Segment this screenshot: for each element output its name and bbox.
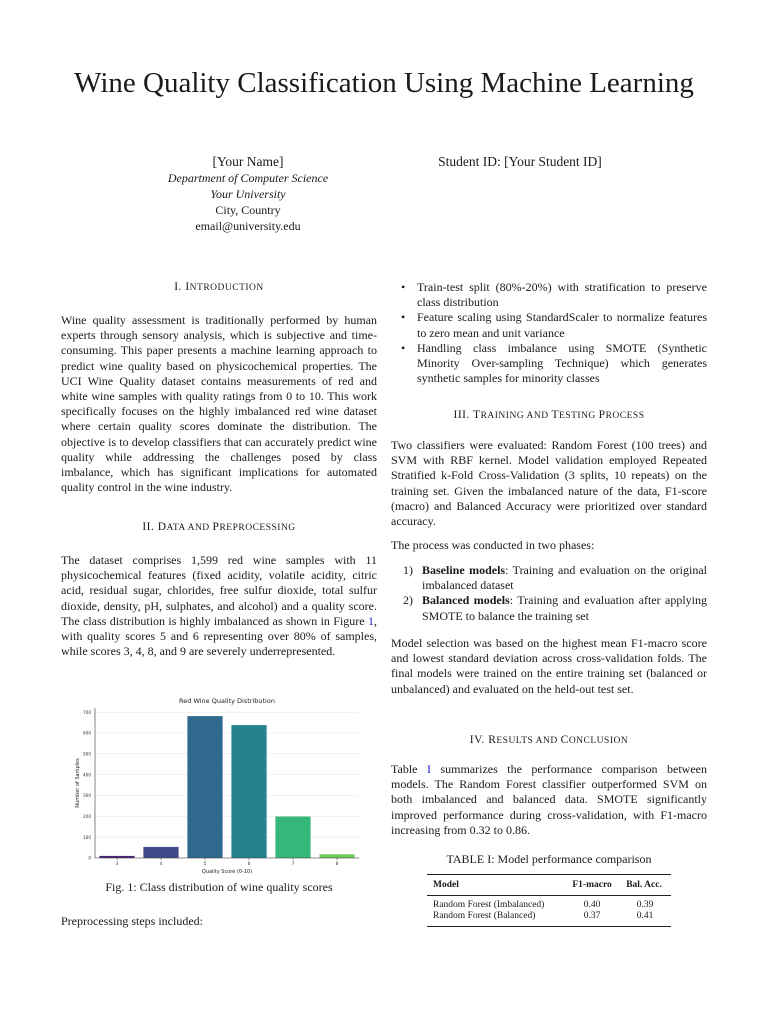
x-tick-label: 6 [247,861,251,866]
performance-table [427,874,671,927]
bar [143,847,178,858]
cell-balacc: 0.39 [636,900,654,910]
x-tick-label: 4 [159,861,163,866]
author-name: [Your Name] [212,154,284,169]
bar [187,716,222,858]
figure-1-link[interactable]: 1 [368,613,374,628]
y-tick-label: 300 [83,793,91,799]
y-tick-label: 600 [83,730,91,736]
y-tick-label: 100 [83,834,91,840]
table-header-row [427,875,671,896]
x-tick-label: 3 [115,861,119,866]
bar [275,817,310,858]
column-header-balacc: Bal. Acc. [626,880,662,890]
section-heading-training: III. TRAINING AND TESTING PROCESS [453,409,645,421]
author-block [140,154,356,234]
cell-model: Random Forest (Imbalanced) [433,900,545,910]
phases-list [391,563,707,624]
list-item: 1) Baseline models: Training and evaluation on the original imbalanced dataset [403,563,708,593]
section-heading-data: II. DATA AND PREPROCESSING [142,521,296,533]
section-heading-results: IV. RESULTS AND CONCLUSION [469,734,629,746]
table-row [427,911,671,927]
bar [99,856,134,858]
y-tick-label: 700 [83,709,91,715]
data-paragraph: The dataset comprises 1,599 red wine samples with 11 physicochemical features (fixed acidity, volatile acidity, citric acid, residual sugar, chlorides, free sulfur dioxide, total sulfur dioxide, density, pH, sulphates, and alcohol) and a quality score. The class distribution is highly imbalanced as shown in Figure 1, with quality scores 5 and 6 representing over 80% of samples, while scores 3, 4, 8, and 9 are severely underrepresented. [61,553,377,659]
cell-f1: 0.37 [583,911,601,921]
author-department: Department of Computer Science [167,171,329,185]
section-heading-introduction: I. INTRODUCTION [174,281,264,293]
paper-title: Wine Quality Classification Using Machine Learning [74,67,694,99]
training-paragraph-3: Model selection was based on the highest mean F1-macro score and lowest standard deviation across cross-validation folds. The final models were trained on the entire training set (balanced or unbalanced) and evaluated on the held-out test set. [391,636,707,696]
chart-title: Red Wine Quality Distribution [179,697,275,705]
column-header-model: Model [433,880,459,890]
column-header-f1: F1-macro [572,880,612,890]
list-item: • Handling class imbalance using SMOTE (Synthetic Minority Over-sampling Technique) which generates synthetic samples for minority classes [391,341,707,387]
figure-caption: Fig. 1: Class distribution of wine quality scores [105,880,333,894]
y-tick-label: 400 [83,772,91,778]
student-id: Student ID: [Your Student ID] [438,154,602,169]
chart-y-label: Number of Samples [75,758,81,808]
author-email: email@university.edu [195,219,301,233]
table-caption: TABLE I: Model performance comparison [446,852,652,866]
quality-distribution-chart [60,692,360,878]
y-tick-label: 200 [83,813,91,819]
bar [319,854,354,858]
cell-f1: 0.40 [583,900,601,910]
x-tick-label: 5 [203,861,207,866]
y-tick-label: 500 [83,751,91,757]
y-tick-label: 0 [88,855,91,861]
cell-balacc: 0.41 [636,911,654,921]
author-university: Your University [210,187,286,201]
bar [231,725,266,858]
cell-model: Random Forest (Balanced) [433,911,536,921]
chart-x-label: Quality Score (0-10) [201,869,253,875]
author-location: City, Country [215,203,281,217]
x-tick-label: 8 [335,861,339,866]
results-paragraph: Table I summarizes the performance comparison between models. The Random Forest classifier outperformed SVM on both imbalanced and balanced data. SMOTE significantly improved performance during cross-validation, with F1-macro increasing from 0.32 to 0.86. [391,762,707,837]
intro-paragraph: Wine quality assessment is traditionally performed by human experts through sensory analysis, which is subjective and time-consuming. This paper presents a machine learning approach to predict wine quality based on physicochemical properties. The UCI Wine Quality dataset contains measurements of red and white wine samples with quality ratings from 0 to 10. This work specifically focuses on the highly imbalanced red wine dataset where certain quality scores dominate the distribution. The objective is to develop classifiers that can accurately predict wine quality while addressing the challenges posed by class imbalance, which has significant implications for automated quality control in the wine industry. [61,313,377,495]
x-tick-label: 7 [291,861,295,866]
list-item: 2) Balanced models: Training and evaluation after applying SMOTE to balance the training set [403,593,707,623]
list-item: • Feature scaling using StandardScaler to normalize features to zero mean and unit variance [391,310,707,340]
table-row [427,896,671,912]
list-item: • Train-test split (80%-20%) with stratification to preserve class distribution [391,280,707,310]
training-paragraph-1: Two classifiers were evaluated: Random Forest (100 trees) and SVM with RBF kernel. Model validation employed Repeated Stratified k-Fold Cross-Validation (3 splits, 10 repeats) on the training set. Given the imbalanced nature of the data, F1-score (macro) and Balanced Accuracy were prioritized over standard accuracy. [391,438,707,529]
preprocessing-list [391,280,707,386]
table-1-link[interactable]: I [426,762,431,776]
training-paragraph-2: The process was conducted in two phases: [391,538,595,552]
preprocessing-intro: Preprocessing steps included: [61,914,203,928]
